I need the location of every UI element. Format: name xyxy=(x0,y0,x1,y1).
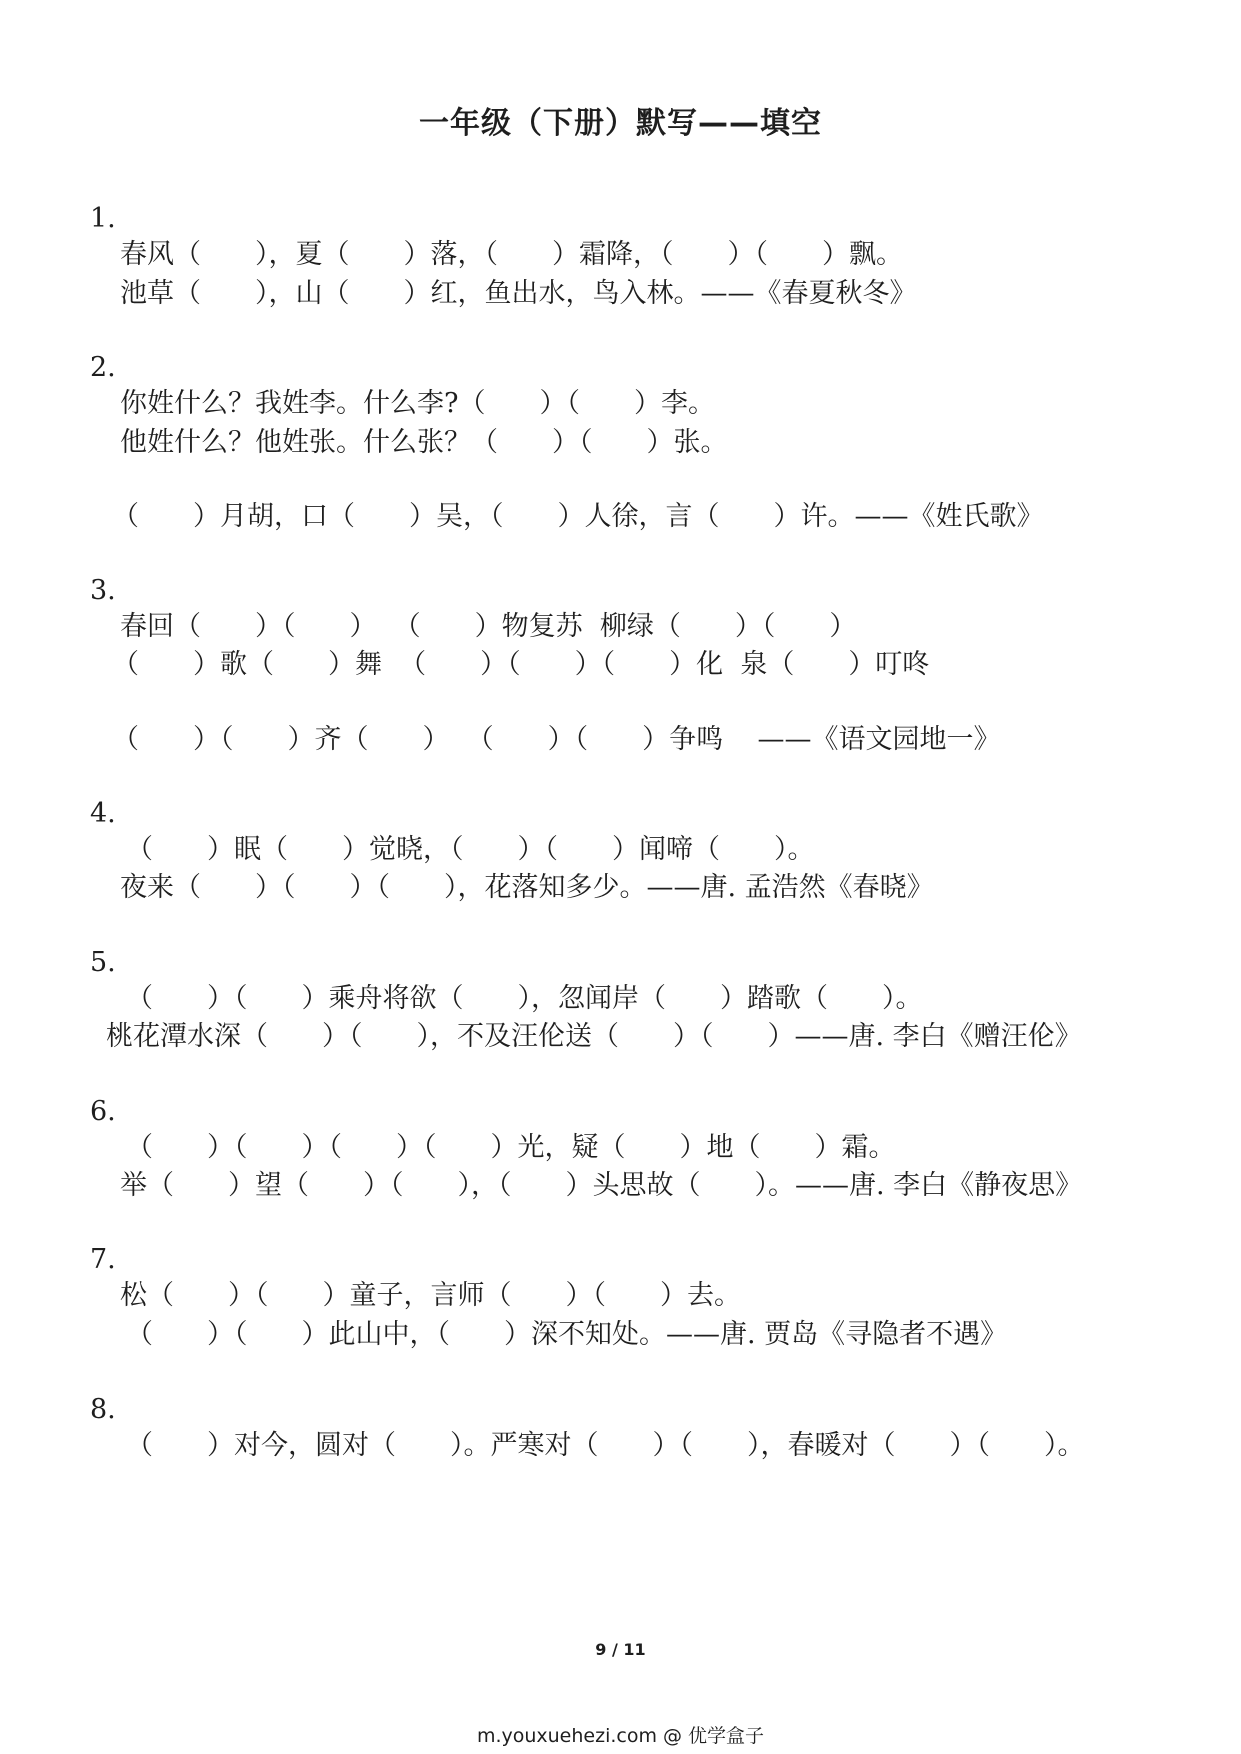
item-text: 他姓什么？他姓张。什么张？（ ）（ ）张。 xyxy=(120,427,728,458)
item-number: 8. xyxy=(90,1394,116,1425)
item-text: 夜来（ ）（ ）（ ），花落知多少。——唐. 孟浩然《春晓》 xyxy=(120,872,934,903)
item-number: 7. xyxy=(90,1244,116,1275)
item-number: 6. xyxy=(90,1096,116,1127)
item-text: 春回（ ）（ ） （ ）物复苏 柳绿（ ）（ ） xyxy=(120,611,857,642)
item-number: 2. xyxy=(90,352,116,383)
item-8-line-1 xyxy=(0,1356,1085,1464)
document-title: 一年级（下册）默写——填空 xyxy=(419,106,822,141)
item-text: （ ）月胡，口（ ）吴，（ ）人徐，言（ ）许。——《姓氏歌》 xyxy=(112,501,1044,532)
item-number: 3. xyxy=(90,575,116,606)
item-text: （ ）眠（ ）觉晓，（ ）（ ）闻啼（ ）。 xyxy=(126,834,815,865)
item-number: 5. xyxy=(90,947,116,978)
item-3-line-3 xyxy=(0,686,1001,758)
page-number: 9 / 11 xyxy=(595,1640,646,1659)
item-text: （ ）（ ）乘舟将欲（ ），忽闻岸（ ）踏歌（ ）。 xyxy=(126,983,923,1014)
item-text: 举（ ）望（ ）（ ），（ ）头思故（ ）。——唐. 李白《静夜思》 xyxy=(120,1170,1083,1201)
footer-source: m.youxuehezi.com @ 优学盒子 xyxy=(476,1725,765,1747)
item-text: （ ）（ ）齐（ ） （ ）（ ）争鸣 ——《语文园地一》 xyxy=(112,724,1001,755)
item-number: 1. xyxy=(90,203,116,234)
item-text: （ ）（ ）此山中，（ ）深不知处。——唐. 贾岛《寻隐者不遇》 xyxy=(126,1319,1008,1350)
item-number: 4. xyxy=(90,798,116,829)
item-text: （ ）（ ）（ ）（ ）光，疑（ ）地（ ）霜。 xyxy=(126,1132,896,1163)
item-text: 春风（ ），夏（ ）落，（ ）霜降，（ ）（ ）飘。 xyxy=(120,239,903,270)
item-text: 松（ ）（ ）童子，言师（ ）（ ）去。 xyxy=(120,1280,741,1311)
item-2-line-3 xyxy=(0,463,1044,535)
item-text: 你姓什么？我姓李。什么李?（ ）（ ）李。 xyxy=(120,388,715,419)
item-text: 池草（ ），山（ ）红，鱼出水，鸟入林。——《春夏秋冬》 xyxy=(120,278,917,309)
item-text: （ ）对今，圆对（ ）。严寒对（ ）（ ），春暖对（ ）（ ）。 xyxy=(126,1430,1085,1461)
item-text: 桃花潭水深（ ）（ ），不及汪伦送（ ）（ ）——唐. 李白《赠汪伦》 xyxy=(106,1021,1082,1052)
item-text: （ ）歌（ ）舞 （ ）（ ）（ ）化 泉（ ）叮咚 xyxy=(112,649,930,680)
